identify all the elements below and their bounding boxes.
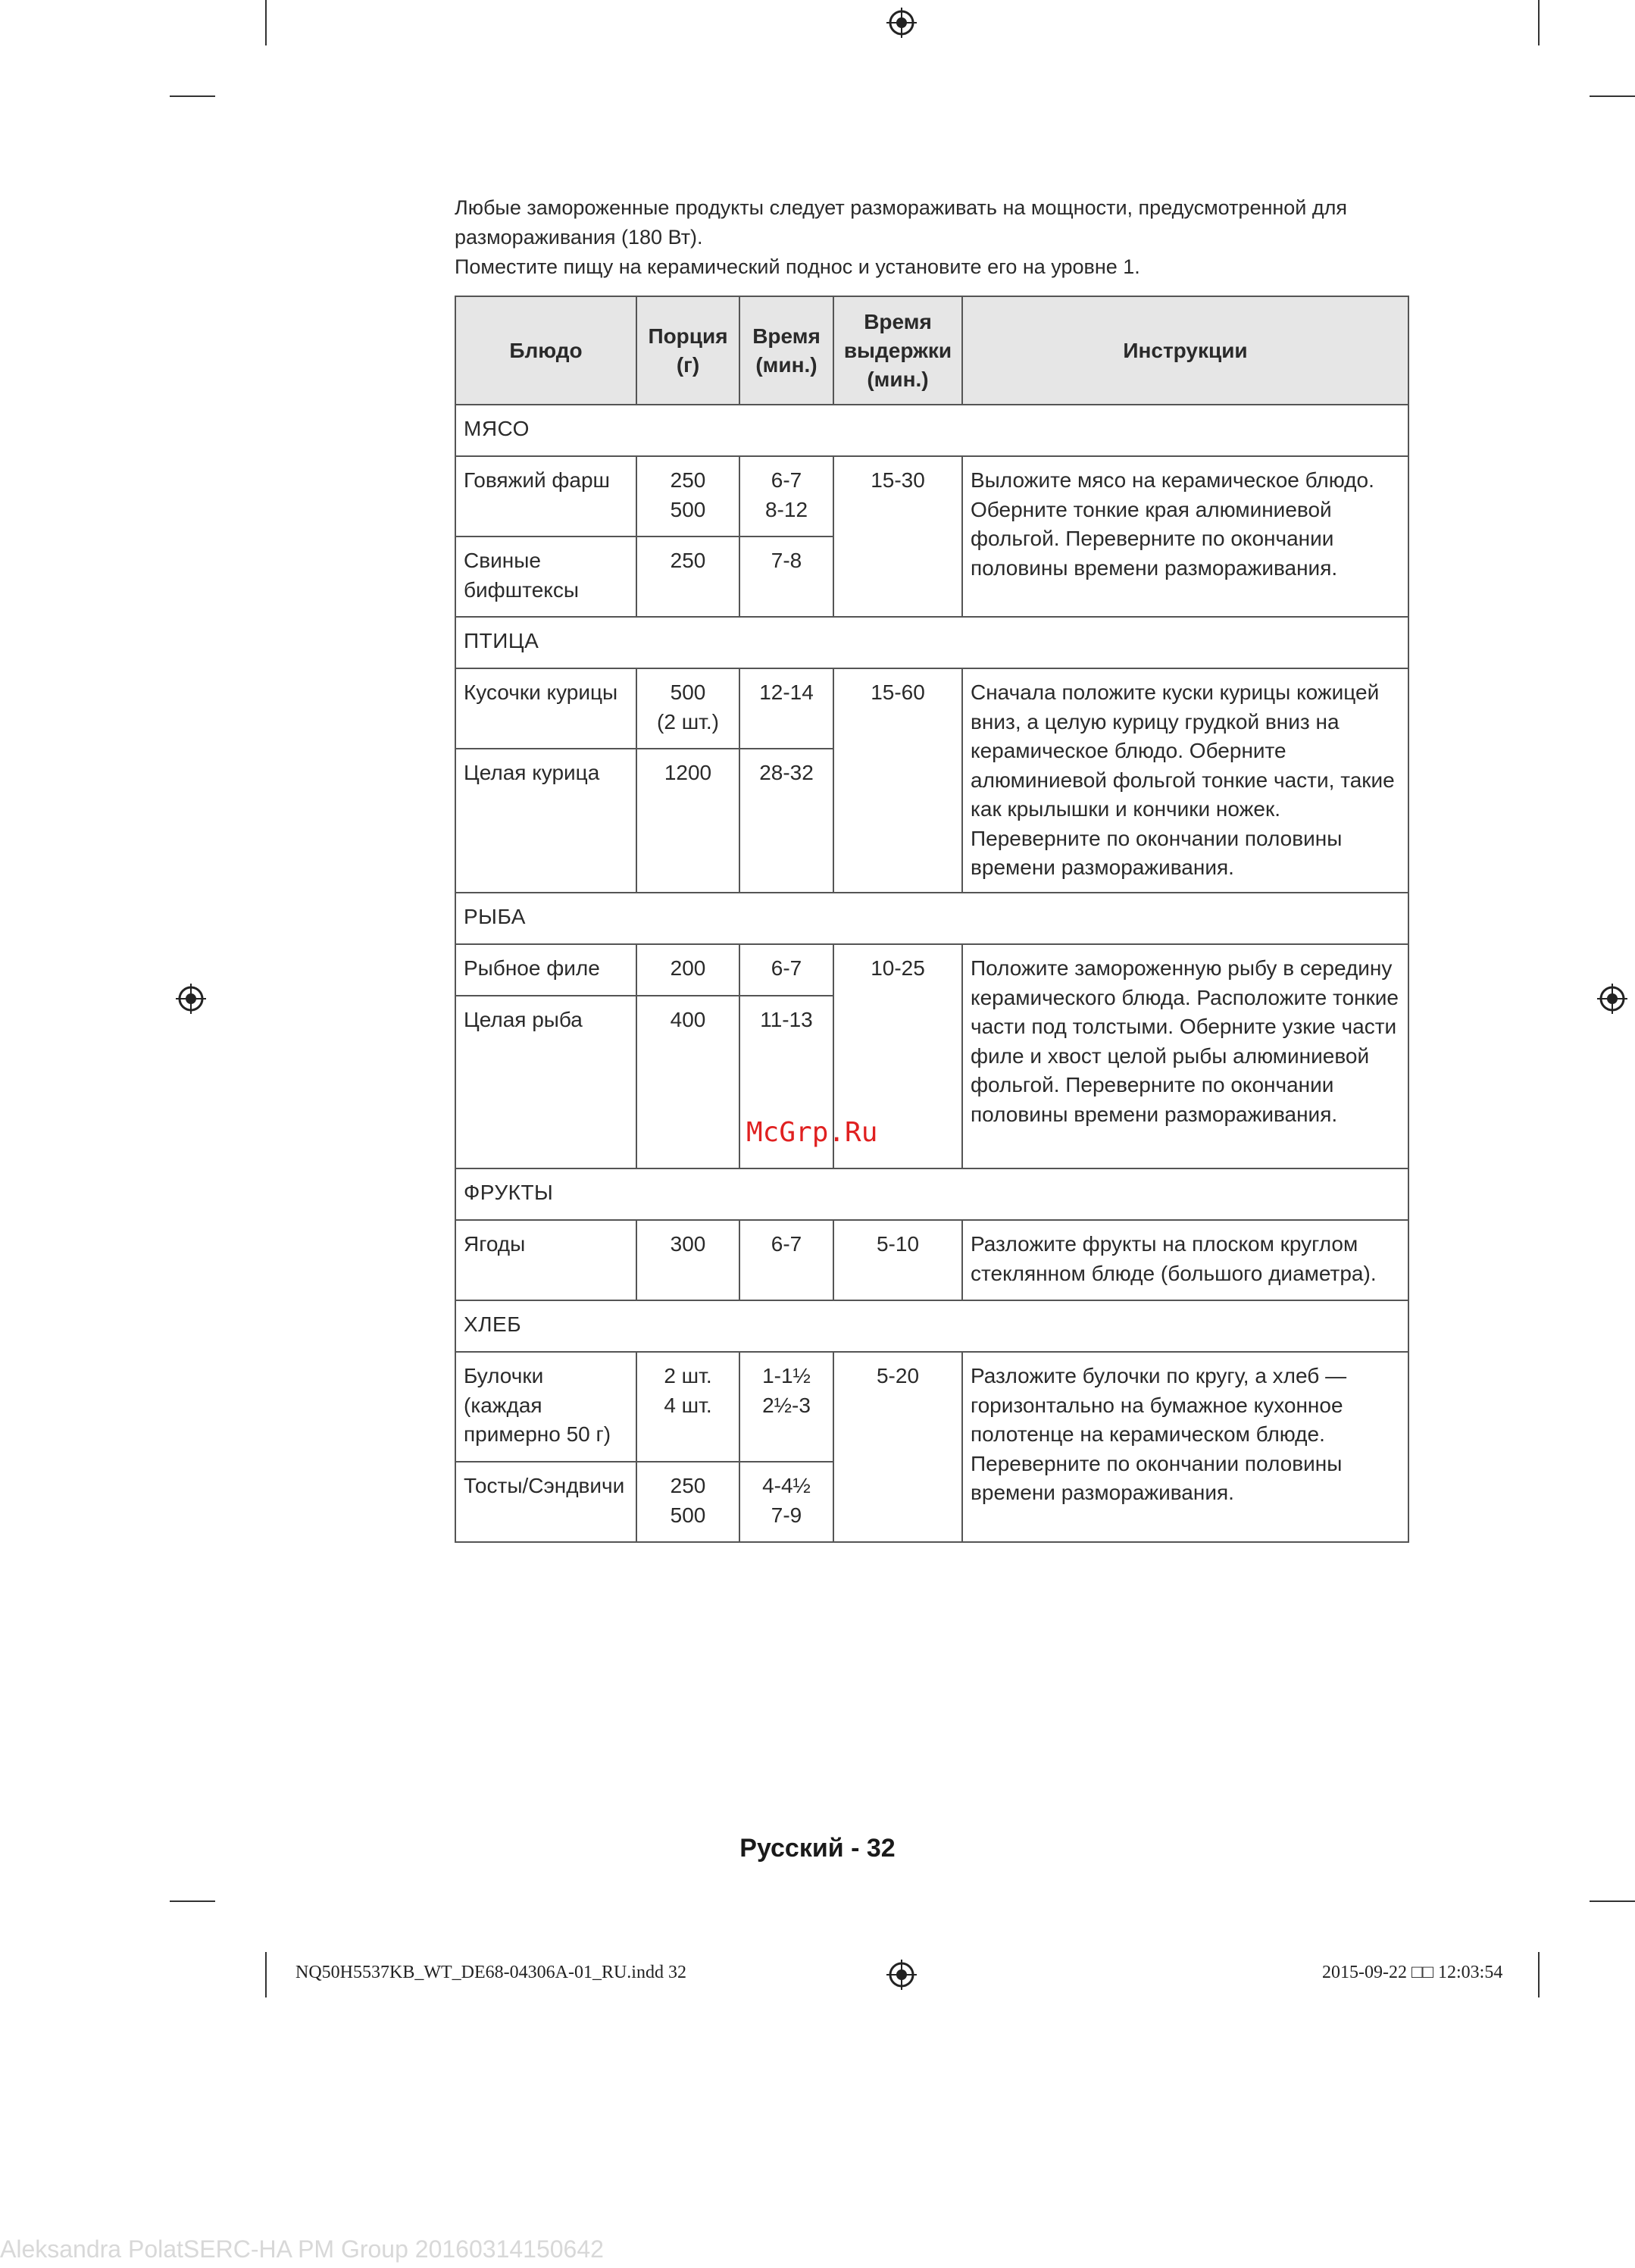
time-cell: 28-32 [739,749,833,893]
header-text: Порция [648,324,728,348]
value: 500 [670,1503,706,1527]
table-row [455,456,1408,536]
defrost-table [455,296,1409,1543]
table-row [455,668,1408,749]
dish-cell: Целая рыба [455,996,636,1168]
instructions-cell: Разложите булочки по кругу, а хлеб — горизонтально на бумажное кухонное полотенце на керамическом блюде. Переверните по окончании половины времени размораживания. [962,1352,1408,1542]
trim-mark [170,95,215,97]
time-cell: 11-13 [739,996,833,1168]
watermark-mcgrp: McGrp.Ru [746,1117,878,1148]
dish-cell: Рыбное филе [455,944,636,996]
category-poultry: ПТИЦА [455,617,1408,668]
category-fruit: ФРУКТЫ [455,1168,1408,1220]
header-text: Время [864,309,932,333]
value: 6-7 [771,468,802,492]
header-dish: Блюдо [455,296,636,405]
dish-cell: Кусочки курицы [455,668,636,749]
time-cell: 6-7 [739,944,833,996]
registration-mark-icon [176,984,206,1014]
header-text: (мин.) [867,367,929,391]
portion-cell [636,456,739,536]
footer-filename: NQ50H5537KB_WT_DE68-04306A-01_RU.indd 32 [295,1963,686,1982]
time-cell [739,1352,833,1462]
dish-cell: Целая курица [455,749,636,893]
trim-mark [1590,1900,1635,1902]
header-instructions: Инструкции [962,296,1408,405]
page-number: Русский - 32 [739,1834,896,1863]
portion-cell: 300 [636,1220,739,1300]
value: (каждая [464,1393,542,1417]
hold-time-cell: 15-30 [833,456,962,617]
value: 500 [670,680,706,704]
instructions-cell: Сначала положите куски курицы кожицей вниз, а целую курицу грудкой вниз на керамическое блюдо. Оберните алюминиевой фольгой тонкие части, такие как крылышки и кончики ножек. Переверните по окончании половины времени размораживания. [962,668,1408,893]
portion-cell [636,1462,739,1542]
time-cell: 12-14 [739,668,833,749]
value: 250 [670,468,706,492]
value: 4 шт. [664,1393,712,1417]
category-bread: ХЛЕБ [455,1300,1408,1352]
time-cell: 6-7 [739,1220,833,1300]
category-row [455,617,1408,668]
value: 2 шт. [664,1364,712,1387]
value: 4-4½ [762,1474,811,1497]
header-text: выдержки [843,338,952,362]
trim-mark [1538,1952,1540,1997]
instructions-cell: Выложите мясо на керамическое блюдо. Оберните тонкие края алюминиевой фольгой. Переверните по окончании половины времени размораживания. [962,456,1408,617]
header-text: (мин.) [755,352,818,377]
registration-mark-icon [886,8,917,38]
trim-mark [170,1900,215,1902]
value: 250 [670,1474,706,1497]
category-row [455,405,1408,456]
category-row [455,893,1408,944]
dish-cell [455,1352,636,1462]
header-time [739,296,833,405]
value: бифштексы [464,577,579,602]
intro-line: Поместите пищу на керамический поднос и установите его на уровне 1. [455,255,1140,278]
registration-mark-icon [886,1960,917,1990]
category-meat: МЯСО [455,405,1408,456]
table-header-row [455,296,1408,405]
time-cell [739,1462,833,1542]
table-row [455,1352,1408,1462]
intro-line: размораживания (180 Вт). [455,226,703,249]
value: 8-12 [764,497,808,521]
value: 500 [670,497,706,521]
dish-cell [455,536,636,617]
portion-cell: 400 [636,996,739,1168]
dish-cell: Говяжий фарш [455,456,636,536]
instructions-cell: Разложите фрукты на плоском круглом стеклянном блюде (большого диаметра). [962,1220,1408,1300]
portion-cell: 250 [636,536,739,617]
header-portion [636,296,739,405]
portion-cell [636,668,739,749]
footer-date: 2015-09-22 □□ 12:03:54 [1322,1963,1503,1982]
value: 2½-3 [762,1393,811,1417]
table-row [455,1220,1408,1300]
value: (2 шт.) [657,709,719,734]
hold-time-cell: 10-25 [833,944,962,1168]
category-fish: РЫБА [455,893,1408,944]
value: 1-1½ [762,1364,811,1387]
hold-time-cell: 5-20 [833,1352,962,1542]
value: 7-9 [771,1503,802,1527]
registration-mark-icon [1597,984,1627,1014]
hold-time-cell: 15-60 [833,668,962,893]
table-row [455,944,1408,996]
time-cell [739,456,833,536]
dish-cell: Тосты/Сэндвичи [455,1462,636,1542]
trim-mark [1590,95,1635,97]
category-row [455,1300,1408,1352]
portion-cell [636,1352,739,1462]
watermark-bottom: Aleksandra PolatSERC-HA PM Group 20160314150642 [0,2235,604,2263]
dish-cell: Ягоды [455,1220,636,1300]
time-cell: 7-8 [739,536,833,617]
value: Свиные [464,549,541,572]
trim-mark [1538,0,1540,45]
intro-text [455,193,1402,282]
trim-mark [265,0,267,45]
instructions-cell: Положите замороженную рыбу в середину керамического блюда. Расположите тонкие части под толстыми. Оберните узкие части филе и хвост целой рыбы алюминиевой фольгой. Переверните по окончании половины времени размораживания. [962,944,1408,1168]
value: примерно 50 г) [464,1422,611,1446]
portion-cell: 1200 [636,749,739,893]
header-text: Время [752,324,821,348]
hold-time-cell: 5-10 [833,1220,962,1300]
portion-cell: 200 [636,944,739,996]
category-row [455,1168,1408,1220]
trim-mark [265,1952,267,1997]
value: Булочки [464,1364,544,1387]
intro-line: Любые замороженные продукты следует размораживать на мощности, предусмотренной для [455,196,1348,219]
header-hold-time [833,296,962,405]
header-text: (г) [676,352,700,377]
